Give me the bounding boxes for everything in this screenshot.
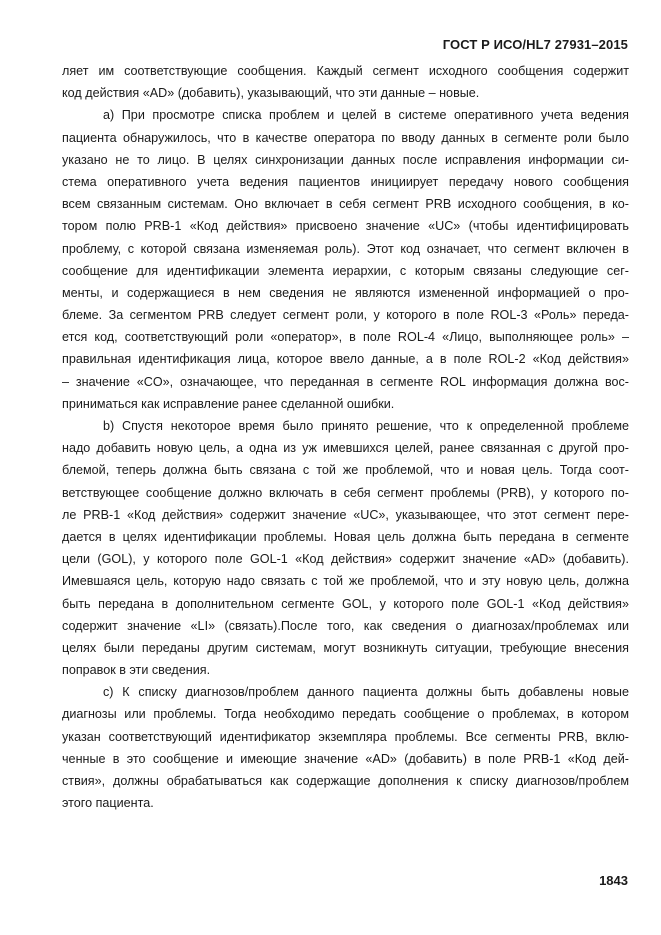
text-line: ле PRB-1 «Код действия» содержит значение «UC», указывающее, что этот сегмент пере- [62,507,629,522]
page-number: 1843 [599,873,628,888]
paragraph-c [62,681,629,814]
text-line: b) Спустя некоторое время было принято решение, что к определенной проблеме [103,419,629,433]
text-line: a) При просмотре списка проблем и целей в системе оперативного учета ведения [103,108,629,123]
standard-header: ГОСТ Р ИСО/HL7 27931–2015 [442,37,628,52]
text-line: ветствующее сообщение должно включать в себя сегмент проблемы (PRB), у которого по- [62,485,629,500]
text-line: Имевшаяся цель, которую надо связать с той же проблемой, что и эту новую цель, должна [62,574,629,589]
text-line: блеме. За сегментом PRB следует сегмент роли, у которого в поле ROL-3 «Роль» переда- [62,308,629,323]
text-line: целях были переданы другим системам, могут возникнуть ситуации, требующие внесения [62,640,629,655]
text-line: этого пациента. [62,796,154,811]
text-line: поправок в эти сведения. [62,663,211,678]
text-line: ствия», должны обрабатываться как содержащие дополнения к списку диагнозов/проблем [62,774,629,788]
text-line: приниматься как исправление ранее сделанной ошибки. [62,396,395,411]
page-body [62,60,629,814]
text-line: сообщение для идентификации элемента иерархии, с которым связаны следующие сег- [62,263,629,278]
text-line: ляет им соответствующие сообщения. Каждый сегмент исходного сообщения содержит [62,64,629,78]
text-line: правильная идентификация лица, которое ввело данные, а в поле ROL-2 «Код действия» [62,352,629,367]
text-line: c) К списку диагнозов/проблем данного пациента должны быть добавлены новые [103,685,629,700]
text-line: быть передана в дополнительном сегменте GOL, у которого поле GOL-1 «Код действия» [62,596,629,611]
text-line: диагнозы или проблемы. Тогда необходимо передать сообщение о проблемах, в котором [62,707,629,722]
text-line: содержит значение «LI» (связать).После того, как сведения о диагнозах/проблемах или [62,618,629,633]
text-line: менты, и содержащиеся в нем сведения не являются измененной информацией о про- [62,285,629,300]
text-line: цели (GOL), у которого поле GOL-1 «Код действия» содержит значение «AD» (добавить). [62,552,629,567]
intro-paragraph [62,60,629,104]
text-line: указан соответствующий идентификатор экземпляра проблемы. Все сегменты PRB, вклю- [62,729,629,744]
text-line: код действия «AD» (добавить), указывающий, что эти данные – новые. [62,86,480,101]
text-line: тором полю PRB-1 «Код действия» присвоено значение «UC» (чтобы идентифицировать [62,219,629,234]
text-line: блемой, теперь должна быть связана с той же проблемой, что и новая цель. Тогда соот- [62,463,629,478]
text-line: дается в целях идентификации проблемы. Новая цель должна быть передана в сегменте [62,529,629,544]
text-line: – значение «CO», означающее, что переданная в сегменте ROL информация должна вос- [62,374,629,389]
paragraph-a [62,104,629,415]
text-line: указано не то лицо. В целях синхронизации данных после исправления информации си- [62,152,629,167]
text-line: стема оперативного учета ведения пациентов инициирует передачу нового сообщения [62,174,629,189]
text-line: проблему, с которой связана изменяемая роль). Этот код означает, что сегмент включен в [62,241,629,256]
text-line: пациента обнаружилось, что в качестве оператора по вводу данных в сегменте роли было [62,130,629,145]
paragraph-b [62,415,629,681]
text-line: ченные в это сообщение и имеющие значение «AD» (добавить) в поле PRB-1 «Код дей- [62,751,629,766]
text-line: ется код, соответствующий роли «оператор», в поле ROL-4 «Лицо, выполняющее роль» – [62,330,629,345]
text-line: всем связанным системам. Оно включает в себя сегмент PRB исходного сообщения, в ко- [62,197,629,212]
text-line: надо добавить новую цель, а одна из уж имевшихся целей, ранее связанная с другой про- [62,441,629,456]
